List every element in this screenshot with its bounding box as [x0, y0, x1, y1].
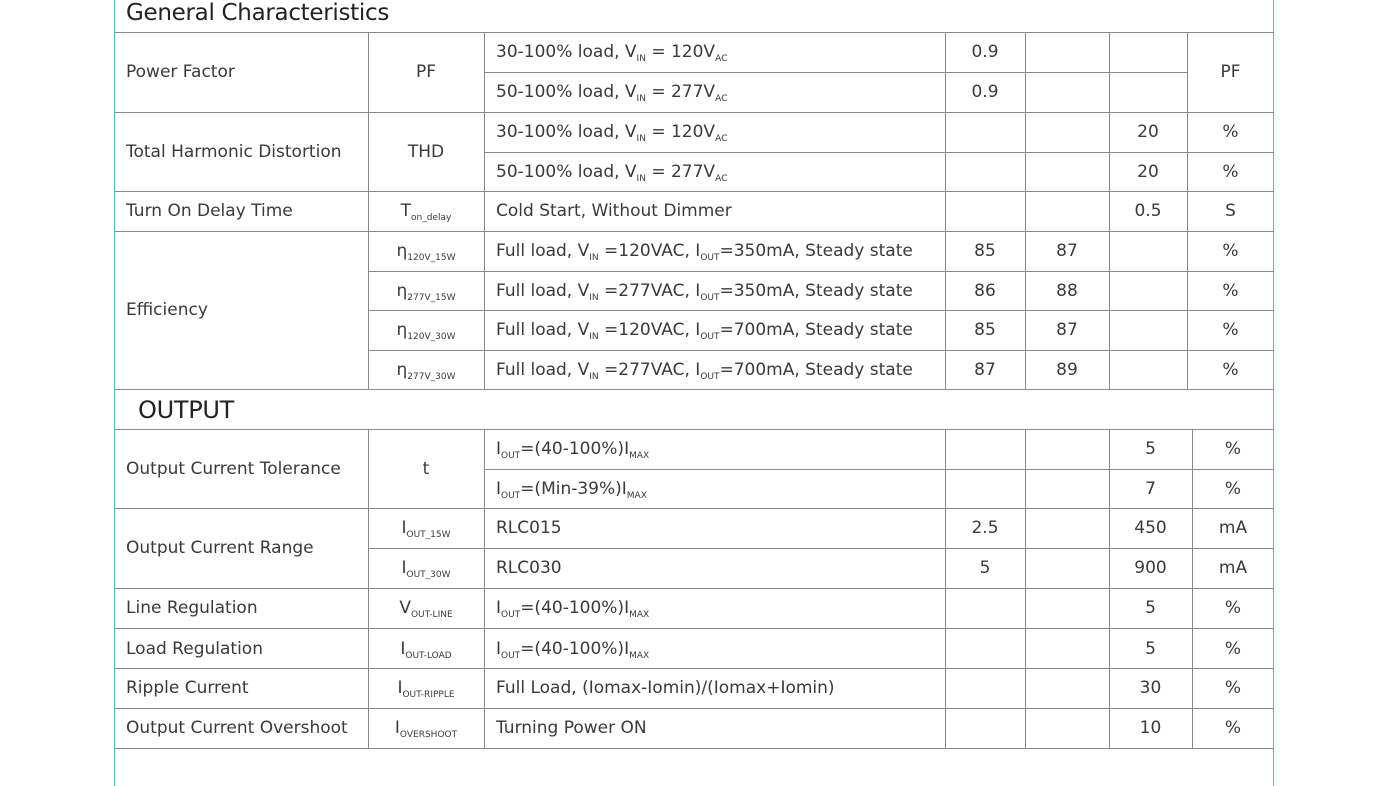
max-value: 5 [1145, 598, 1156, 618]
param-name: Line Regulation [126, 598, 258, 618]
condition: Full load, $V_{IN} =277VAC$, $I_{OUT}=700mA$, Steady state [496, 360, 913, 382]
param-symbol: $I_{OUT\_15W}$ [401, 518, 451, 540]
min-value: 0.9 [971, 42, 999, 62]
condition: 30-100% load, $V_{IN} = 120V_{AC}$ [496, 42, 728, 64]
max-value: 10 [1139, 718, 1162, 738]
condition: $I_{OUT}=(Min-39\%)I_{MAX}$ [496, 479, 647, 501]
unit: S [1225, 201, 1236, 221]
max-value: 30 [1139, 678, 1162, 698]
condition: $I_{OUT}=(40-100\%)I_{MAX}$ [496, 598, 650, 620]
min-value: 85 [974, 241, 996, 261]
unit: % [1222, 281, 1239, 301]
param-symbol: $I_{OVERSHOOT}$ [394, 718, 458, 740]
param-name: Output Current Overshoot [126, 718, 348, 738]
param-name: Efficiency [126, 300, 208, 320]
condition: 50-100% load, $V_{IN} = 277V_{AC}$ [496, 82, 728, 104]
max-value: 7 [1145, 479, 1156, 499]
max-value: 5 [1145, 639, 1156, 659]
unit: % [1222, 122, 1239, 142]
section-title-output: OUTPUT [138, 396, 235, 424]
typ-value: 87 [1056, 241, 1078, 261]
condition: $I_{OUT}=(40-100\%)I_{MAX}$ [496, 639, 650, 661]
param-symbol: t [422, 459, 430, 479]
min-value: 0.9 [971, 82, 999, 102]
min-value: 87 [974, 360, 996, 380]
max-value: 20 [1137, 162, 1159, 182]
max-value: 900 [1134, 558, 1167, 578]
max-value: 20 [1137, 122, 1159, 142]
condition: Cold Start, Without Dimmer [496, 201, 732, 221]
param-name: Output Current Tolerance [126, 459, 341, 479]
unit: mA [1218, 518, 1248, 538]
unit: % [1224, 598, 1242, 618]
param-name: Output Current Range [126, 538, 314, 558]
condition: Full load, $V_{IN} =120VAC$, $I_{OUT}=350mA$, Steady state [496, 241, 913, 263]
param-symbol: $\eta_{120V\_15W}$ [396, 241, 456, 263]
unit: % [1222, 320, 1239, 340]
condition: 30-100% load, $V_{IN} = 120V_{AC}$ [496, 122, 728, 144]
param-symbol: $I_{OUT-RIPPLE}$ [397, 678, 455, 700]
condition: Full load, $V_{IN} =120VAC$, $I_{OUT}=700mA$, Steady state [496, 320, 913, 342]
param-symbol: $I_{OUT-LOAD}$ [400, 639, 452, 661]
typ-value: 88 [1056, 281, 1078, 301]
param-name: Ripple Current [126, 678, 249, 698]
section-title-general: General Characteristics [126, 0, 390, 26]
condition: Full Load, (Iomax-Iomin)/(Iomax+Iomin) [496, 678, 835, 698]
param-symbol: $\eta_{277V\_15W}$ [396, 281, 456, 303]
unit: % [1222, 162, 1239, 182]
unit: % [1224, 678, 1242, 698]
unit: PF [1220, 62, 1241, 82]
condition: RLC015 [496, 518, 562, 538]
max-value: 0.5 [1134, 201, 1162, 221]
unit: % [1224, 718, 1242, 738]
unit: % [1224, 439, 1242, 459]
param-symbol: $T_{on\_delay}$ [400, 201, 452, 223]
min-value: 85 [974, 320, 996, 340]
condition: Turning Power ON [496, 718, 647, 738]
unit: % [1222, 241, 1239, 261]
condition: RLC030 [496, 558, 562, 578]
param-symbol: $I_{OUT\_30W}$ [401, 558, 451, 580]
max-value: 450 [1134, 518, 1167, 538]
param-symbol: PF [415, 62, 437, 82]
param-symbol: THD [407, 142, 445, 162]
unit: % [1222, 360, 1239, 380]
param-name: Turn On Delay Time [126, 201, 293, 221]
min-value: 86 [974, 281, 996, 301]
param-name: Load Regulation [126, 639, 263, 659]
param-symbol: $\eta_{120V\_30W}$ [396, 320, 456, 342]
condition: 50-100% load, $V_{IN} = 277V_{AC}$ [496, 162, 728, 184]
min-value: 5 [979, 558, 991, 578]
param-name: Total Harmonic Distortion [126, 142, 342, 162]
param-symbol: $\eta_{277V\_30W}$ [396, 360, 456, 382]
typ-value: 87 [1056, 320, 1078, 340]
unit: % [1224, 479, 1242, 499]
param-name: Power Factor [126, 62, 235, 82]
param-symbol: $V_{OUT-LINE}$ [399, 598, 453, 620]
min-value: 2.5 [971, 518, 999, 538]
unit: mA [1218, 558, 1248, 578]
unit: % [1224, 639, 1242, 659]
condition: $I_{OUT}=(40-100\%)I_{MAX}$ [496, 439, 650, 461]
typ-value: 89 [1056, 360, 1078, 380]
condition: Full load, $V_{IN} =277VAC$, $I_{OUT}=350mA$, Steady state [496, 281, 913, 303]
max-value: 5 [1145, 439, 1156, 459]
